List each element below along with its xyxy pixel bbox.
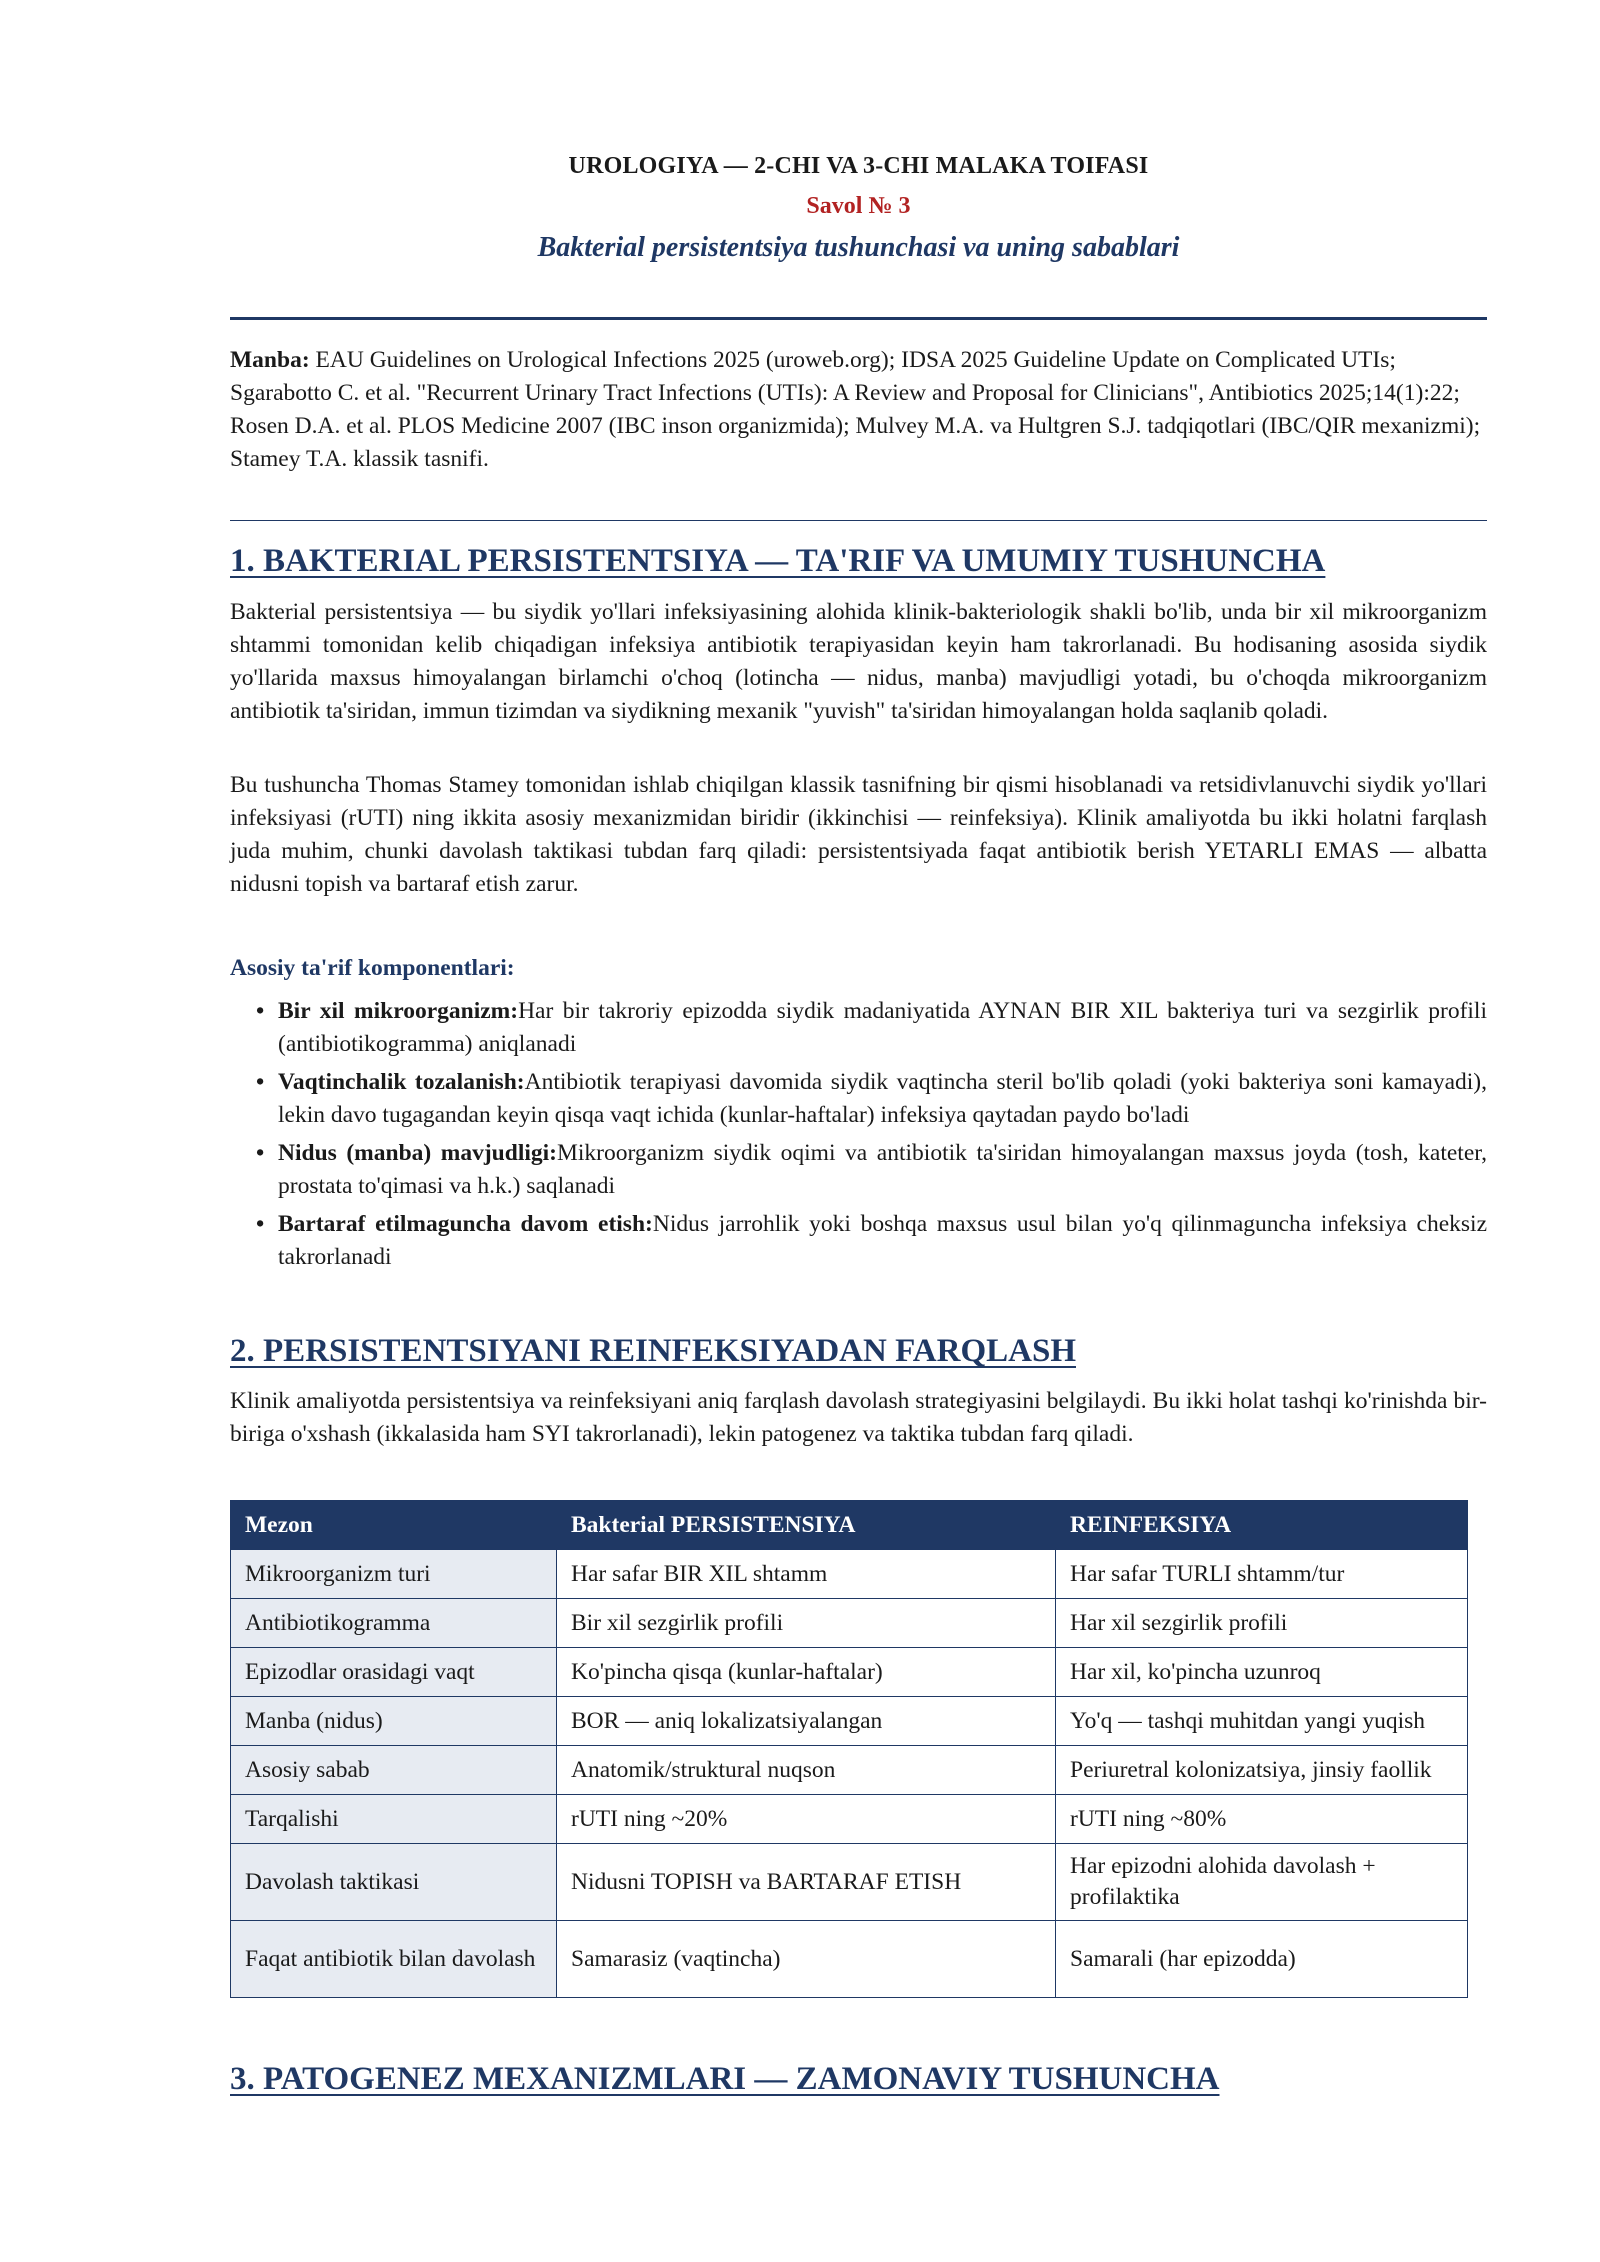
table-cell: Bir xil sezgirlik profili (557, 1599, 1056, 1648)
source-text: EAU Guidelines on Urological Infections 2025 (uroweb.org); IDSA 2025 Guideline Update on Complicated UTIs; Sgarabotto C. et al. "Recurrent Urinary Tract Infections (UTIs): A Review and Proposal for Clinicians", Antibiotics 2025;14(1):22; Rosen D.A. et al. PLOS Medicine 2007 (IBC inson organizmida); Mulvey M.A. va Hultgren S.J. tadqiqotlari (IBC/QIR mexanizmi); Stamey T.A. klassik tasnifi. (230, 347, 1481, 472)
list-item (250, 1137, 1487, 1203)
list-item (250, 1066, 1487, 1132)
table-cell: Ko'pincha qisqa (kunlar-haftalar) (557, 1648, 1056, 1697)
bullet-text: Har bir takroriy epizodda siydik madaniyatida AYNAN BIR XIL bakteriya turi va sezgirlik profili (antibiotikogramma) aniqlanadi (278, 998, 1487, 1057)
table-cell: Yo'q — tashqi muhitdan yangi yuqish (1056, 1697, 1468, 1746)
table-header-cell: Bakterial PERSISTENSIYA (557, 1501, 1056, 1550)
section-1-paragraph-1: Bakterial persistentsiya — bu siydik yo'llari infeksiyasining alohida klinik-bakteriologik shakli bo'lib, unda bir xil mikroorganizm shtammi tomonidan kelib chiqadigan infeksiya antibiotik terapiyasidan keyin ham takrorlanadi. Bu hodisaning asosida siydik yo'llarida maxsus himoyalangan birlamchi o'choq (lotincha — nidus, manba) mavjudligi yotadi, bu o'choqda mikroorganizm antibiotik ta'siridan, immun tizimdan va siydikning mexanik "yuvish" ta'siridan himoyalangan holda saqlanib qoladi. (230, 599, 1487, 724)
table-row (231, 1599, 1468, 1648)
table-row (231, 1648, 1468, 1697)
section-2-heading: 2. PERSISTENTSIYANI REINFEKSIYADAN FARQLASH (230, 1333, 1076, 1369)
bullet-text: Antibiotik terapiyasi davomida siydik vaqtincha steril bo'lib qoladi (yoki bakteriya soni kamayadi), lekin davo tugagandan keyin qisqa vaqt ichida (kunlar-haftalar) infeksiya qaytadan paydo bo'ladi (278, 1069, 1487, 1128)
bullet-term: Vaqtinchalik tozalanish: (278, 1069, 525, 1095)
bullet-term: Bir xil mikroorganizm: (278, 998, 519, 1024)
table-header-cell: REINFEKSIYA (1056, 1501, 1468, 1550)
table-row (231, 1550, 1468, 1599)
section-1-paragraph-2: Bu tushuncha Thomas Stamey tomonidan ishlab chiqilgan klassik tasnifning bir qismi hisoblanadi va retsidivlanuvchi siydik yo'llari infeksiyasi (rUTI) ning ikkita asosiy mexanizmidan biridir (ikkinchisi — reinfeksiya). Klinik amaliyotda bu ikki holatni farqlash juda muhim, chunki davolash taktikasi tubdan farq qiladi: persistentsiyada faqat antibiotik berish YETARLI EMAS — albatta nidusni topish va bartaraf etish zarur. (230, 772, 1487, 897)
list-item (250, 995, 1487, 1061)
table-cell: Har xil, ko'pincha uzunroq (1056, 1648, 1468, 1697)
source-paragraph (230, 344, 1487, 476)
source-divider (230, 520, 1487, 521)
source-label: Manba: (230, 347, 310, 373)
table-row (231, 1921, 1468, 1998)
table-cell: Manba (nidus) (231, 1697, 557, 1746)
table-cell: Nidusni TOPISH va BARTARAF ETISH (557, 1844, 1056, 1921)
comparison-table (230, 1500, 1468, 1998)
table-header-cell: Mezon (231, 1501, 557, 1550)
table-cell: Har epizodni alohida davolash + profilaktika (1056, 1844, 1468, 1921)
table-cell: Periuretral kolonizatsiya, jinsiy faollik (1056, 1746, 1468, 1795)
bullet-term: Nidus (manba) mavjudligi: (278, 1140, 557, 1166)
list-item (250, 1208, 1487, 1274)
table-cell: rUTI ning ~80% (1056, 1795, 1468, 1844)
section-3-heading: 3. PATOGENEZ MEXANIZMLARI — ZAMONAVIY TUSHUNCHA (230, 2061, 1220, 2097)
table-cell: Tarqalishi (231, 1795, 557, 1844)
header-divider (230, 317, 1487, 320)
table-cell: Davolash taktikasi (231, 1844, 557, 1921)
table-cell: Samarali (har epizodda) (1056, 1921, 1468, 1998)
table-cell: Faqat antibiotik bilan davolash (231, 1921, 557, 1998)
table-cell: rUTI ning ~20% (557, 1795, 1056, 1844)
table-cell: Asosiy sabab (231, 1746, 557, 1795)
table-row (231, 1844, 1468, 1921)
question-number: Savol № 3 (806, 193, 911, 219)
section-1-heading: 1. BAKTERIAL PERSISTENTSIYA — TA'RIF VA UMUMIY TUSHUNCHA (230, 543, 1326, 579)
table-cell: Har xil sezgirlik profili (1056, 1599, 1468, 1648)
table-cell: Samarasiz (vaqtincha) (557, 1921, 1056, 1998)
table-cell: Mikroorganizm turi (231, 1550, 557, 1599)
table-cell: Har safar TURLI shtamm/tur (1056, 1550, 1468, 1599)
table-cell: BOR — aniq lokalizatsiyalangan (557, 1697, 1056, 1746)
table-row (231, 1697, 1468, 1746)
bullet-text: Nidus jarrohlik yoki boshqa maxsus usul bilan yo'q qilinmaguncha infeksiya cheksiz takrorlanadi (278, 1211, 1487, 1270)
bullet-term: Bartaraf etilmaguncha davom etish: (278, 1211, 653, 1237)
table-row (231, 1746, 1468, 1795)
table-row (231, 1795, 1468, 1844)
table-header-row (231, 1501, 1468, 1550)
table-cell: Epizodlar orasidagi vaqt (231, 1648, 557, 1697)
table-cell: Antibiotikogramma (231, 1599, 557, 1648)
definition-components-list (250, 995, 1487, 1279)
table-cell: Har safar BIR XIL shtamm (557, 1550, 1056, 1599)
course-title: UROLOGIYA — 2-CHI VA 3-CHI MALAKA TOIFASI (568, 153, 1149, 179)
table-cell: Anatomik/struktural nuqson (557, 1746, 1056, 1795)
definition-components-heading: Asosiy ta'rif komponentlari: (230, 955, 515, 981)
section-2-paragraph-1: Klinik amaliyotda persistentsiya va reinfeksiyani aniq farqlash davolash strategiyasini belgilaydi. Bu ikki holat tashqi ko'rinishda bir-biriga o'xshash (ikkalasida ham SYI takrorlanadi), lekin patogenez va taktika tubdan farq qiladi. (230, 1388, 1487, 1447)
bullet-text: Mikroorganizm siydik oqimi va antibiotik ta'siridan himoyalangan maxsus joyda (tosh, kateter, prostata to'qimasi va h.k.) saqlanadi (278, 1140, 1488, 1199)
question-topic: Bakterial persistentsiya tushunchasi va uning sabablari (537, 232, 1180, 263)
